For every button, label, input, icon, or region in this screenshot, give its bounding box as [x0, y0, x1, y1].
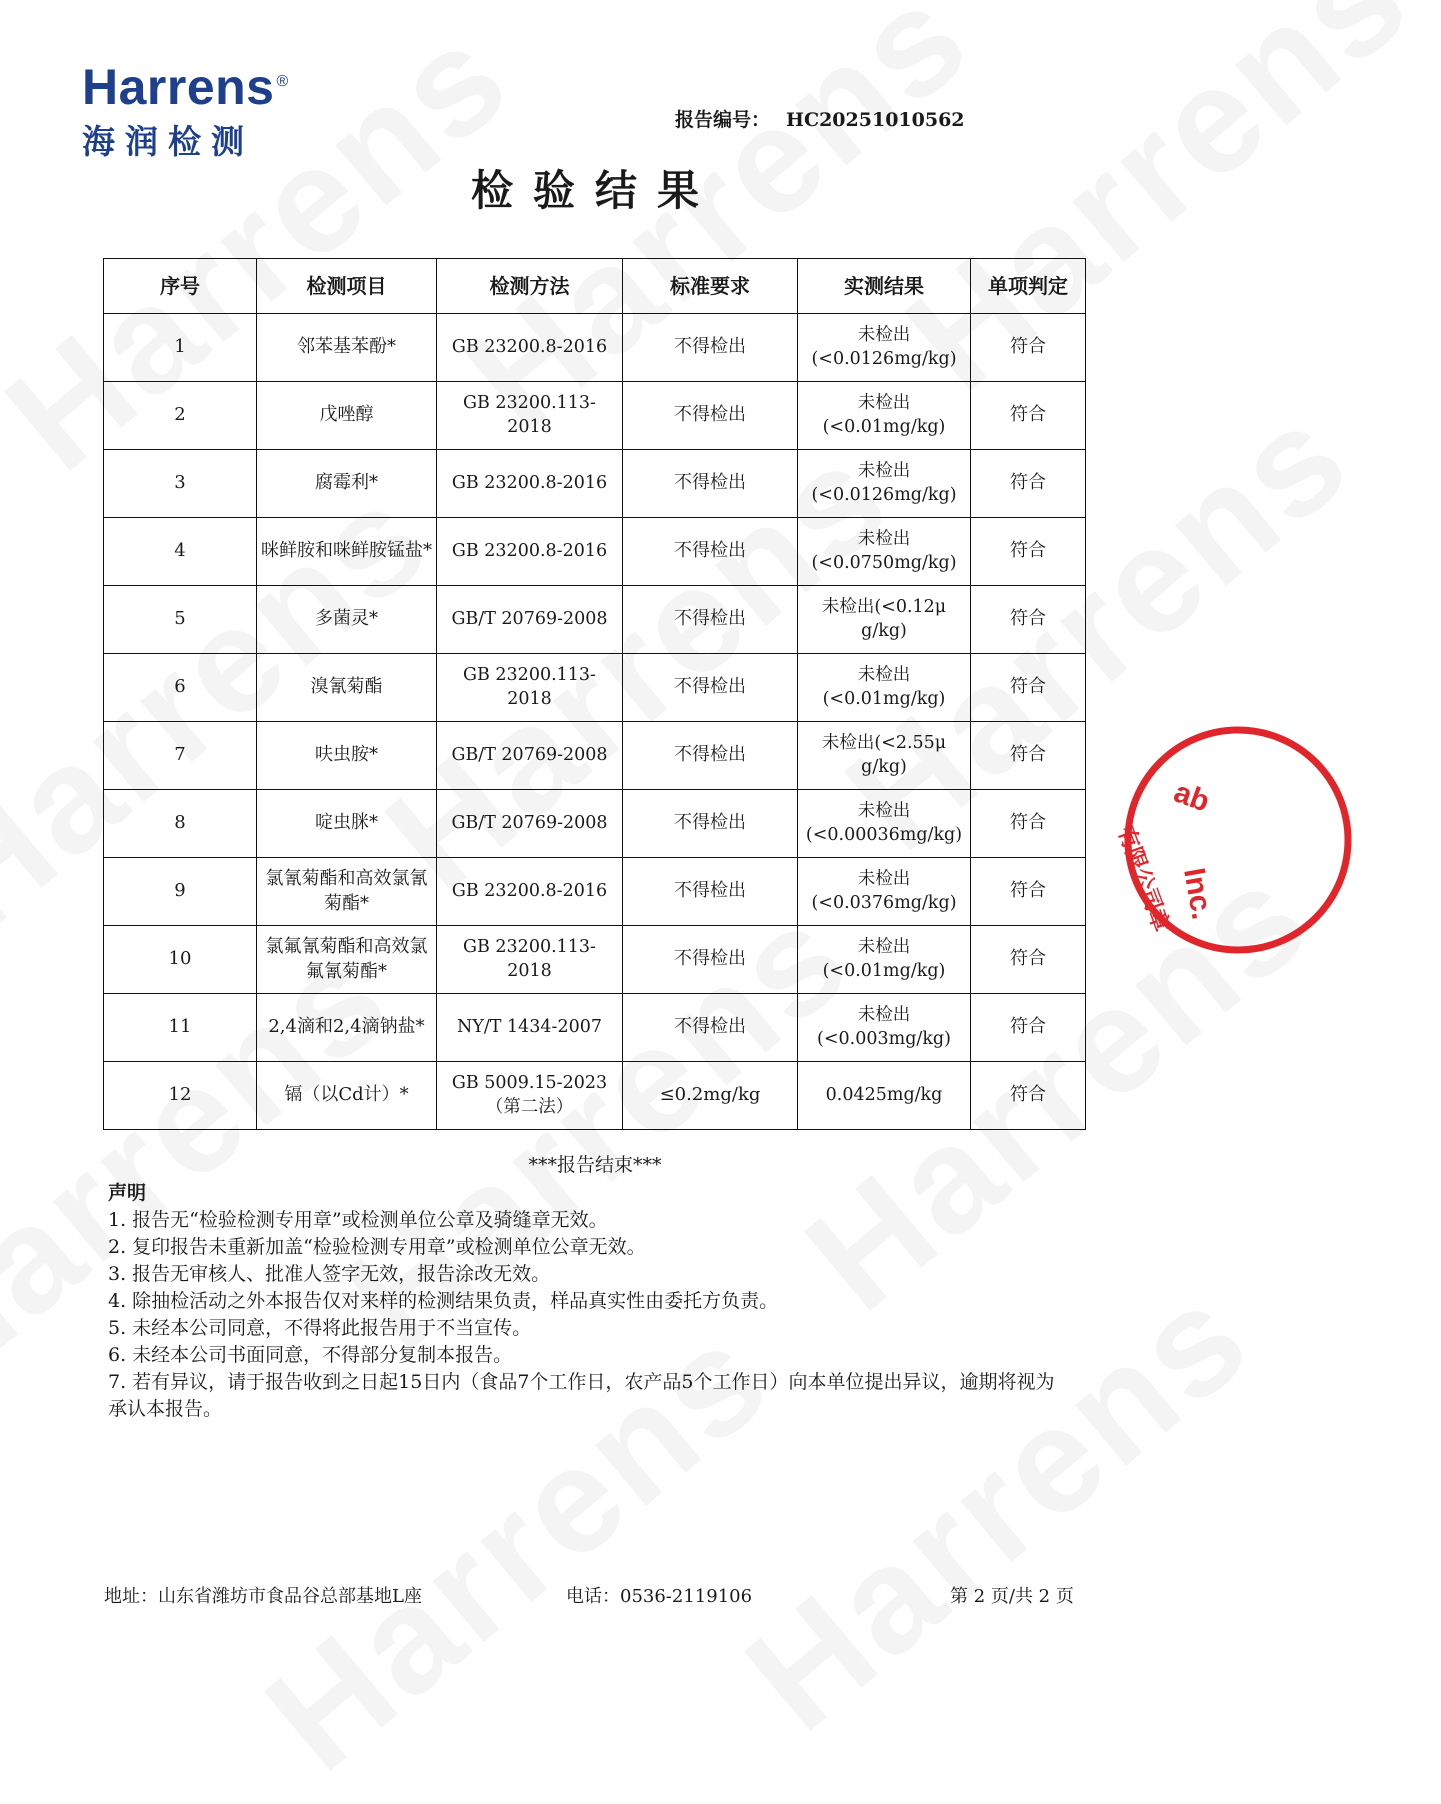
cell-result: [798, 450, 971, 518]
result-detail: (<0.0376mg/kg): [811, 892, 957, 913]
result-detail: (<0.0750mg/kg): [811, 552, 957, 573]
table-row: [104, 1062, 1086, 1130]
statement-item: 6. 未经本公司书面同意，不得部分复制本报告。: [108, 1344, 513, 1366]
cell-judgement: 符合: [971, 790, 1086, 858]
cell-requirement: 不得检出: [623, 586, 798, 654]
cell-no: 1: [104, 314, 257, 382]
cell-no: 8: [104, 790, 257, 858]
company-logo: [82, 59, 289, 163]
cell-result: [798, 722, 971, 790]
statement-item: 2. 复印报告未重新加盖“检验检测专用章”或检测单位公章无效。: [108, 1236, 646, 1258]
cell-item: 腐霉利*: [257, 450, 437, 518]
table-row: [104, 790, 1086, 858]
table-row: [104, 314, 1086, 382]
cell-judgement: 符合: [971, 994, 1086, 1062]
table-row: [104, 994, 1086, 1062]
header-no: 序号: [104, 259, 257, 314]
report-number-value: HC20251010562: [786, 109, 965, 131]
cell-method: GB 23200.8-2016: [437, 450, 623, 518]
cell-requirement: 不得检出: [623, 382, 798, 450]
cell-item: 氯氰菊酯和高效氯氰菊酯*: [257, 858, 437, 926]
cell-method: GB 23200.8-2016: [437, 858, 623, 926]
result-text: 未检出: [857, 392, 911, 413]
cell-result: 0.0425mg/kg: [798, 1062, 971, 1130]
table-row: [104, 450, 1086, 518]
cell-method: GB/T 20769-2008: [437, 586, 623, 654]
cell-item: 咪鲜胺和咪鲜胺锰盐*: [257, 518, 437, 586]
cell-requirement: 不得检出: [623, 926, 798, 994]
cell-requirement: 不得检出: [623, 518, 798, 586]
header-item: 检测项目: [257, 259, 437, 314]
table-row: [104, 654, 1086, 722]
cell-judgement: 符合: [971, 518, 1086, 586]
header-result: 实测结果: [798, 259, 971, 314]
cell-method: GB/T 20769-2008: [437, 722, 623, 790]
cell-result: [798, 790, 971, 858]
cell-result: [798, 994, 971, 1062]
cell-requirement: ≤0.2mg/kg: [623, 1062, 798, 1130]
statement-item: 5. 未经本公司同意，不得将此报告用于不当宣传。: [108, 1317, 532, 1339]
cell-no: 10: [104, 926, 257, 994]
cell-method: GB/T 20769-2008: [437, 790, 623, 858]
result-detail: (<0.00036mg/kg): [805, 824, 963, 845]
result-detail: (<0.01mg/kg): [822, 416, 946, 437]
cell-judgement: 符合: [971, 858, 1086, 926]
table-header-row: [104, 259, 1086, 314]
result-text: 未检出: [857, 664, 911, 685]
result-text: 未检出: [857, 936, 911, 957]
cell-no: 6: [104, 654, 257, 722]
cell-judgement: 符合: [971, 586, 1086, 654]
cell-no: 11: [104, 994, 257, 1062]
result-detail: (<0.0126mg/kg): [811, 484, 957, 505]
cell-judgement: 符合: [971, 314, 1086, 382]
cell-no: 12: [104, 1062, 257, 1130]
cell-requirement: 不得检出: [623, 654, 798, 722]
cell-method: [437, 1062, 623, 1130]
cell-requirement: 不得检出: [623, 450, 798, 518]
cell-judgement: 符合: [971, 382, 1086, 450]
method-text: GB 5009.15-2023: [451, 1072, 608, 1093]
cell-judgement: 符合: [971, 1062, 1086, 1130]
statement-item: 3. 报告无审核人、批准人签字无效，报告涂改无效。: [108, 1263, 551, 1285]
cell-item: 邻苯基苯酚*: [257, 314, 437, 382]
table-row: [104, 926, 1086, 994]
cell-result: [798, 518, 971, 586]
cell-judgement: 符合: [971, 926, 1086, 994]
table-row: [104, 586, 1086, 654]
footer-address: 地址：山东省潍坊市食品谷总部基地L座: [104, 1586, 422, 1607]
footer-page-number: 第 2 页/共 2 页: [950, 1586, 1074, 1607]
cell-item: 氯氟氰菊酯和高效氯氟氰菊酯*: [257, 926, 437, 994]
result-text: 未检出: [857, 324, 911, 345]
statement-section: [108, 1178, 1068, 1423]
result-text: 未检出: [857, 868, 911, 889]
result-text: 未检出(<0.12μ: [821, 596, 947, 617]
cell-method: GB 23200.113-2018: [437, 926, 623, 994]
header-judgement: 单项判定: [971, 259, 1086, 314]
cell-requirement: 不得检出: [623, 314, 798, 382]
results-table: [103, 258, 1086, 1130]
result-detail: g/kg): [861, 620, 907, 641]
table-row: [104, 722, 1086, 790]
cell-item: 溴氰菊酯: [257, 654, 437, 722]
result-detail: (<0.01mg/kg): [822, 960, 946, 981]
cell-method: GB 23200.8-2016: [437, 518, 623, 586]
result-text: 未检出: [857, 528, 911, 549]
cell-requirement: 不得检出: [623, 858, 798, 926]
cell-item: 2,4滴和2,4滴钠盐*: [257, 994, 437, 1062]
cell-requirement: 不得检出: [623, 994, 798, 1062]
cell-method: GB 23200.113-2018: [437, 654, 623, 722]
table-row: [104, 518, 1086, 586]
report-number: [675, 105, 965, 132]
report-number-label: 报告编号：: [675, 109, 771, 131]
result-detail: g/kg): [861, 756, 907, 777]
cell-result: [798, 586, 971, 654]
logo-en: Harrens ®: [82, 59, 289, 115]
cell-judgement: 符合: [971, 654, 1086, 722]
result-text: 未检出: [857, 460, 911, 481]
result-text: 未检出: [857, 800, 911, 821]
cell-no: 9: [104, 858, 257, 926]
footer-phone: 电话：0536-2119106: [566, 1586, 753, 1607]
logo-cn: 海润检测: [82, 122, 254, 161]
table-row: [104, 382, 1086, 450]
statement-item: 4. 除抽检活动之外本报告仅对来样的检测结果负责，样品真实性由委托方负责。: [108, 1290, 779, 1312]
svg-text:有限公司章: 有限公司章: [1112, 823, 1174, 936]
cell-item: 多菌灵*: [257, 586, 437, 654]
cell-no: 2: [104, 382, 257, 450]
statement-item: 7. 若有异议，请于报告收到之日起15日内（食品7个工作日，农产品5个工作日）向本单位提出异议，逾期将视为承认本报告。: [108, 1371, 1055, 1420]
registered-mark: ®: [276, 73, 289, 91]
cell-result: [798, 654, 971, 722]
cell-method: GB 23200.113-2018: [437, 382, 623, 450]
result-detail: (<0.003mg/kg): [817, 1028, 951, 1049]
cell-item: 啶虫脒*: [257, 790, 437, 858]
document-title: 检验结果: [470, 166, 719, 215]
result-detail: (<0.0126mg/kg): [811, 348, 957, 369]
cell-item: 镉（以Cd计）*: [257, 1062, 437, 1130]
statement-title: 声明: [108, 1182, 147, 1204]
header-method: 检测方法: [437, 259, 623, 314]
result-text: 未检出(<2.55μ: [821, 732, 947, 753]
cell-no: 4: [104, 518, 257, 586]
cell-no: 5: [104, 586, 257, 654]
cell-result: [798, 314, 971, 382]
cell-result: [798, 382, 971, 450]
cell-judgement: 符合: [971, 450, 1086, 518]
statement-item: 1. 报告无“检验检测专用章”或检测单位公章及骑缝章无效。: [108, 1209, 608, 1231]
cell-no: 7: [104, 722, 257, 790]
cell-result: [798, 926, 971, 994]
cell-item: 戊唑醇: [257, 382, 437, 450]
method-detail: （第二法）: [485, 1096, 574, 1117]
cell-result: [798, 858, 971, 926]
report-end-mark: ***报告结束***: [528, 1154, 662, 1176]
cell-requirement: 不得检出: [623, 722, 798, 790]
svg-text:Inc.: Inc.: [1177, 865, 1219, 923]
result-detail: (<0.01mg/kg): [822, 688, 946, 709]
cell-item: 呋虫胺*: [257, 722, 437, 790]
company-seal: [1098, 720, 1228, 960]
cell-method: NY/T 1434-2007: [437, 994, 623, 1062]
cell-judgement: 符合: [971, 722, 1086, 790]
header-requirement: 标准要求: [623, 259, 798, 314]
table-row: [104, 858, 1086, 926]
svg-text:ab: ab: [1169, 775, 1214, 819]
cell-requirement: 不得检出: [623, 790, 798, 858]
cell-no: 3: [104, 450, 257, 518]
result-text: 未检出: [857, 1004, 911, 1025]
cell-method: GB 23200.8-2016: [437, 314, 623, 382]
